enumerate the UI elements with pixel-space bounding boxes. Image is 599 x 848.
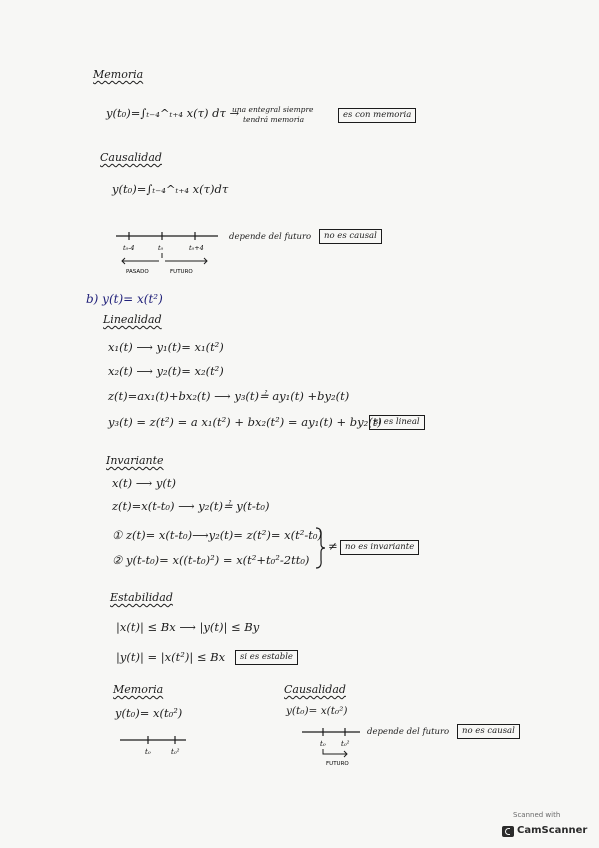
past-future-arrows — [122, 253, 207, 264]
tick-label: t₀+4 — [189, 244, 204, 252]
invariante-line: ① z(t)= x(t-t₀)⟶y₂(t)= z(t²)= x(t²-t₀) — [112, 528, 322, 542]
estabilidad-line: |y(t)| = |x(t²)| ≤ Bx — [116, 650, 226, 664]
causalidad-b-note: depende del futuro — [367, 727, 450, 737]
memoria-equation: y(t₀)=∫ₜ₋₄^ₜ₊₄ x(τ) dτ → — [106, 106, 240, 120]
invariante-line: ② y(t-t₀)= x((t-t₀)²) = x(t²+t₀²-2tt₀) — [112, 553, 310, 567]
memoria-b-timeline — [118, 734, 190, 758]
right-brace — [314, 526, 326, 570]
memoria-note-2: tendrá memoria — [243, 115, 305, 124]
linealidad-line: x₂(t) ⟶ y₂(t)= x₂(t²) — [108, 364, 224, 378]
estabilidad-heading: Estabilidad — [110, 591, 173, 604]
causalidad-b-equation: y(t₀)= x(t₀²) — [286, 705, 348, 717]
tick-label: t₀² — [171, 748, 180, 756]
estabilidad-line: |x(t)| ≤ Bx ⟶ |y(t)| ≤ By — [116, 620, 260, 634]
linealidad-line: x₁(t) ⟶ y₁(t)= x₁(t²) — [108, 340, 224, 354]
memoria-note-1: una entegral siempre — [232, 105, 314, 114]
camscanner-stamp — [499, 809, 587, 843]
memoria-b-heading: Memoria — [113, 683, 164, 696]
past-label: PASADO — [126, 269, 149, 275]
causalidad-equation: y(t₀)=∫ₜ₋₄^ₜ₊₄ x(τ)dτ — [112, 182, 229, 196]
linealidad-heading: Linealidad — [103, 313, 162, 326]
tick-label: t₀ — [320, 740, 326, 748]
causalidad-note: depende del futuro — [229, 232, 312, 242]
brace-path — [316, 528, 325, 568]
not-equal-symbol: ≠ — [328, 539, 338, 553]
memoria-heading: Memoria — [93, 68, 144, 81]
causalidad-b-result-box: no es causal — [457, 724, 520, 739]
causalidad-result-box: no es causal — [319, 229, 382, 244]
causalidad-b-timeline — [300, 726, 364, 768]
future-label: FUTURO — [326, 761, 349, 767]
linealidad-line: z(t)=ax₁(t)+bx₂(t) ⟶ y₃(t)≟ ay₁(t) +by₂(t) — [108, 389, 350, 403]
future-arrow — [323, 749, 347, 757]
tick-label: t₀ — [158, 244, 164, 252]
camscanner-brand: CamScanner — [517, 825, 588, 836]
memoria-b-equation: y(t₀)= x(t₀²) — [115, 706, 183, 720]
part-b-title: b) y(t)= x(t²) — [86, 292, 163, 306]
invariante-heading: Invariante — [106, 454, 164, 467]
tick-label: t₀² — [341, 740, 350, 748]
scanned-with-text: Scanned with — [513, 811, 561, 819]
invariante-line: x(t) ⟶ y(t) — [112, 476, 176, 490]
camscanner-logo-icon — [502, 826, 514, 837]
causalidad-timeline — [112, 228, 222, 276]
invariante-line: z(t)=x(t-t₀) ⟶ y₂(t)≟ y(t-t₀) — [112, 499, 270, 513]
estabilidad-result-box: si es estable — [235, 650, 298, 665]
tick-label: t₀ — [145, 748, 151, 756]
future-label: FUTURO — [170, 269, 193, 275]
linealidad-result-box: si es lineal — [369, 415, 425, 430]
causalidad-b-heading: Causalidad — [284, 683, 346, 696]
causalidad-heading: Causalidad — [100, 151, 162, 164]
linealidad-line: y₃(t) = z(t²) = a x₁(t²) + bx₂(t²) = ay₁(t) + by₂(t) — [108, 415, 382, 429]
invariante-result-box: no es invariante — [340, 540, 419, 555]
memoria-result-box: es con memoria — [338, 108, 416, 123]
tick-label: t₀-4 — [123, 244, 135, 252]
